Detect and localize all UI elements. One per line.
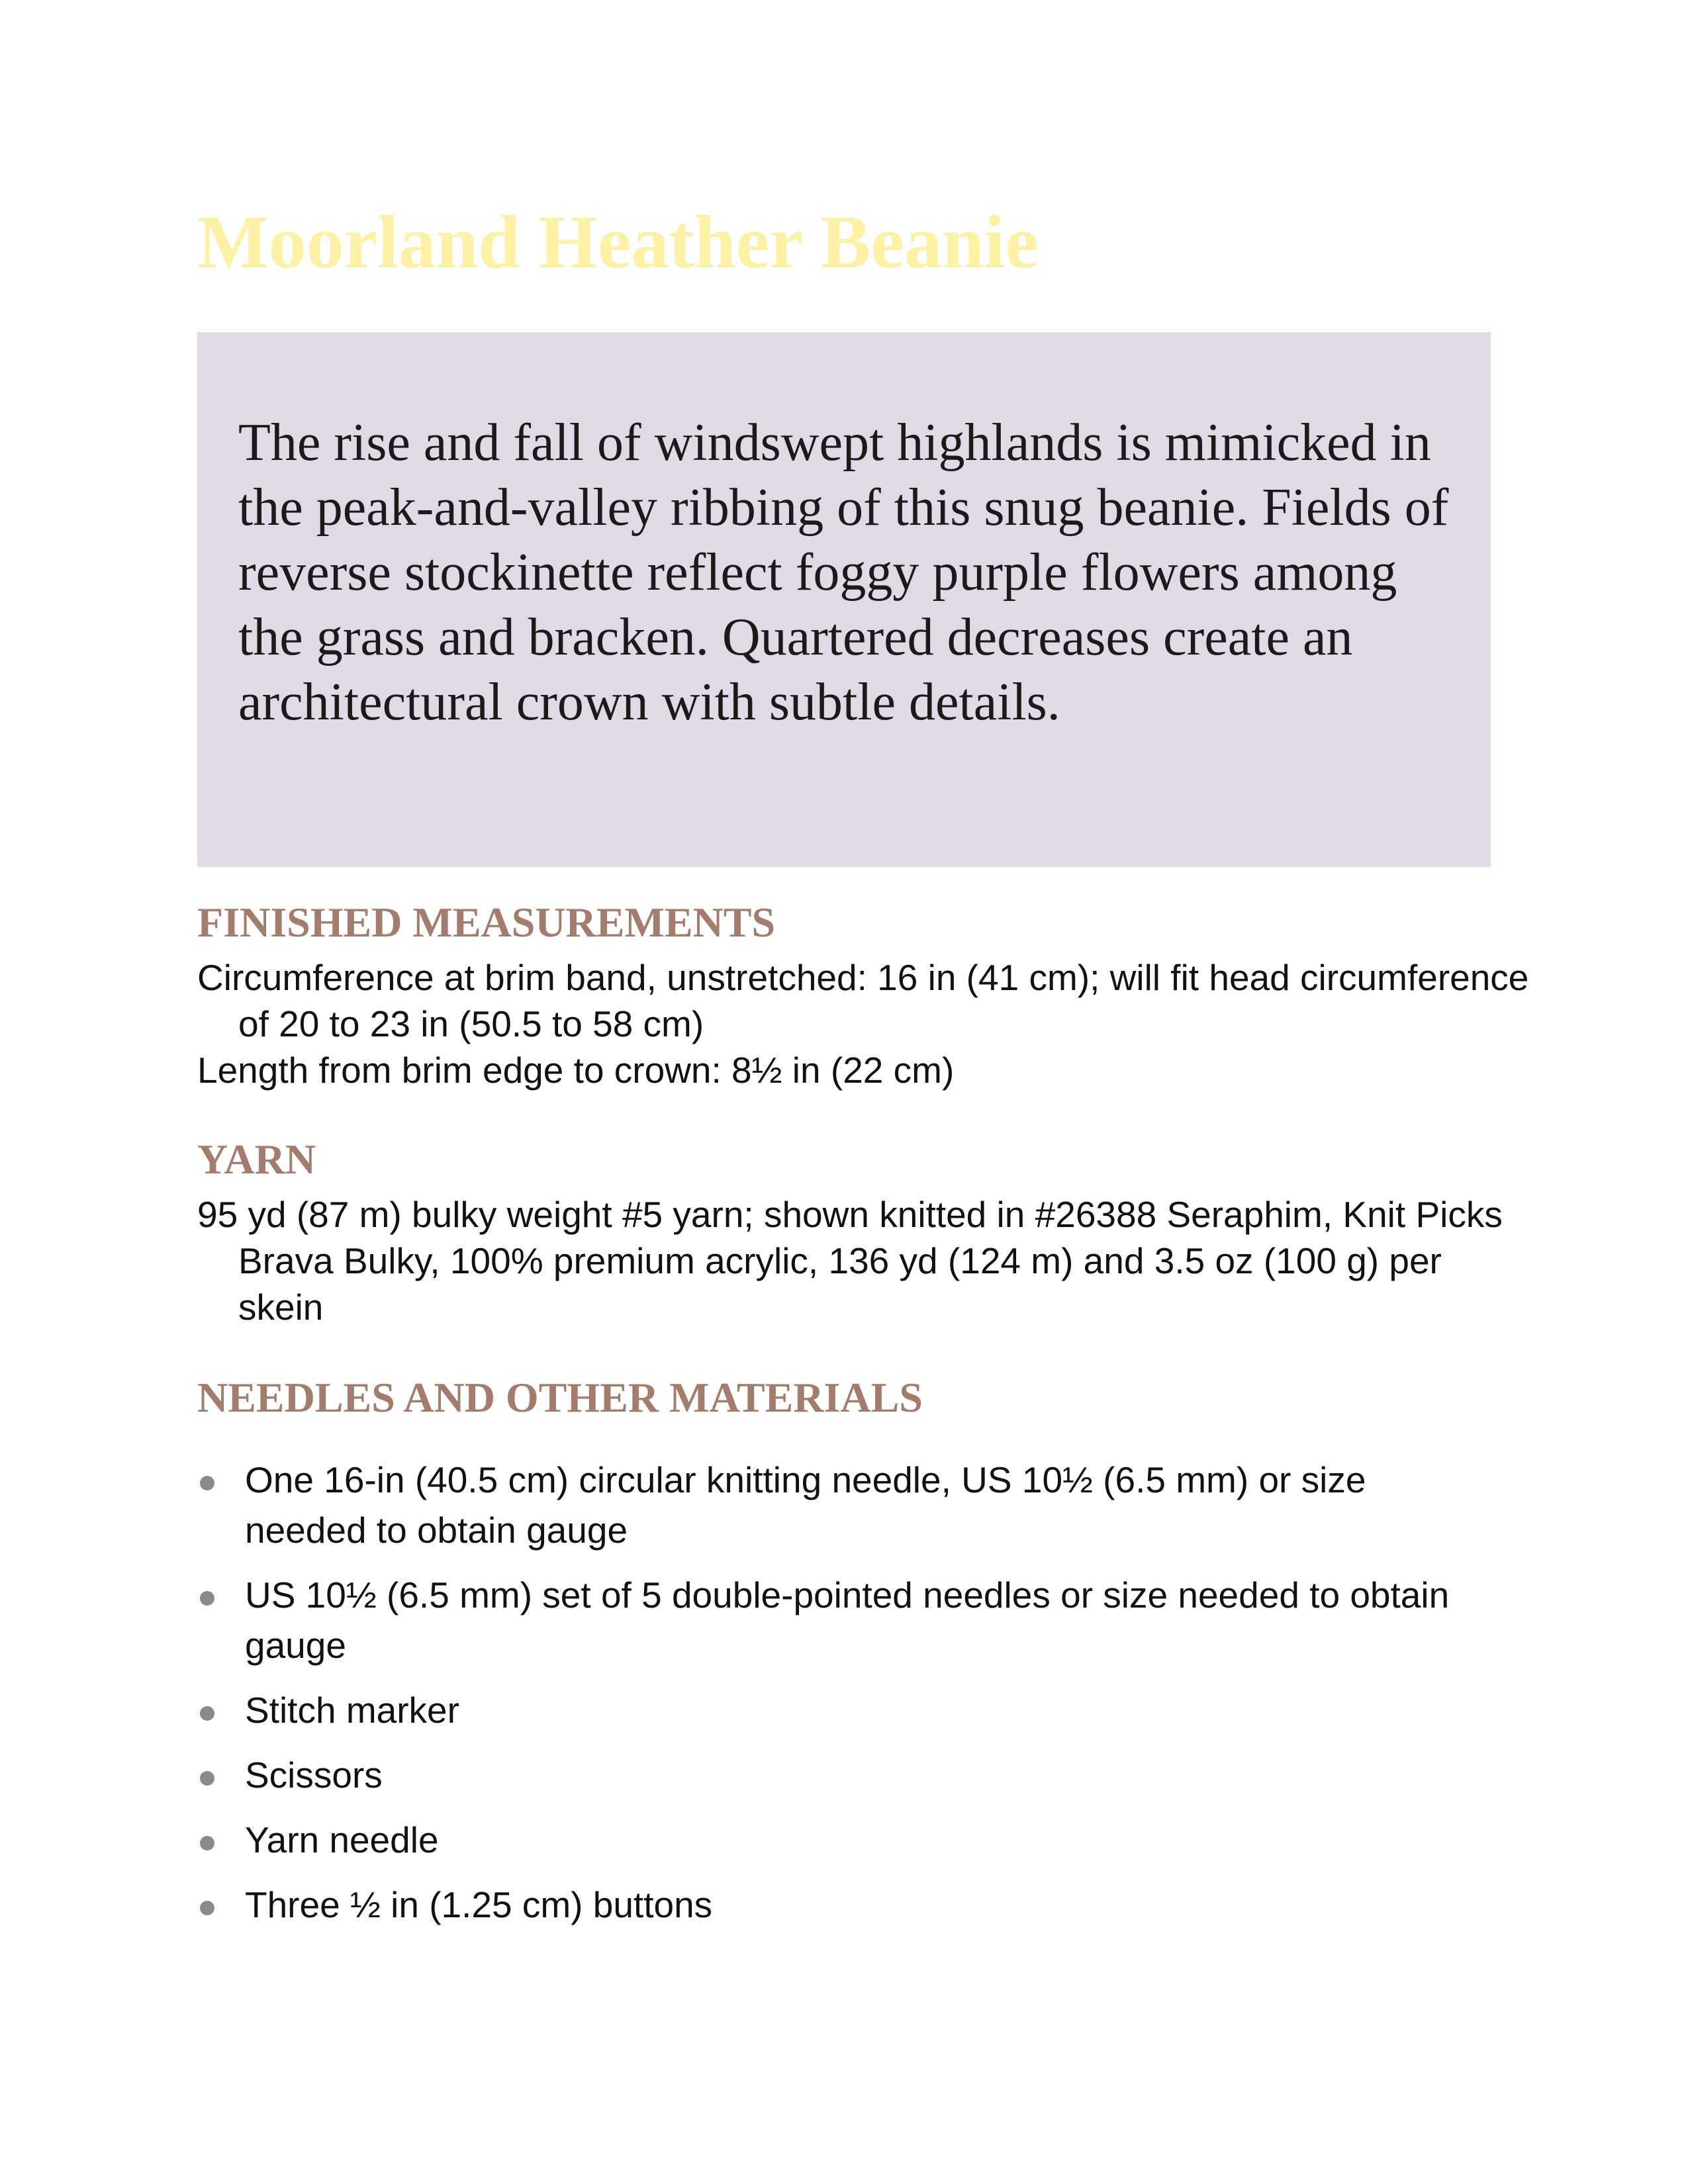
list-item [197, 1750, 1495, 1800]
list-item-text: Yarn needle [245, 1819, 439, 1860]
pattern-title: Moorland Heather Beanie [197, 200, 1039, 284]
intro-box [197, 332, 1491, 867]
list-item [197, 1815, 1495, 1865]
list-item-text: Stitch marker [245, 1690, 459, 1731]
list-item [197, 1570, 1495, 1670]
length-text: Length from brim edge to crown: 8½ in (22 cm) [197, 1050, 955, 1091]
bullet-icon [200, 1836, 214, 1850]
list-item [197, 1880, 1495, 1930]
finished-measurements-heading: FINISHED MEASUREMENTS [197, 899, 776, 946]
materials-heading: NEEDLES AND OTHER MATERIALS [197, 1374, 923, 1421]
bullet-icon [200, 1591, 214, 1606]
circumference-text: Circumference at brim band, unstretched: 16 in (41 cm); will fit head circumference of 20 to 23 in (50.5 to 58 cm) [197, 957, 1529, 1044]
yarn-heading: YARN [197, 1136, 316, 1183]
bullet-icon [200, 1476, 214, 1490]
list-item-text: One 16-in (40.5 cm) circular knitting needle, US 10½ (6.5 mm) or size needed to obtain gauge [245, 1459, 1366, 1551]
list-item [197, 1455, 1495, 1555]
bullet-icon [200, 1706, 214, 1721]
materials-list [197, 1455, 1495, 1944]
bullet-icon [200, 1901, 214, 1915]
yarn-text: 95 yd (87 m) bulky weight #5 yarn; shown knitted in #26388 Seraphim, Knit Picks Brava Bulky, 100% premium acrylic, 136 yd (124 m) and 3.5 oz (100 g) per skein [197, 1194, 1503, 1328]
list-item-text: Three ½ in (1.25 cm) buttons [245, 1884, 713, 1925]
list-item [197, 1685, 1495, 1735]
intro-text: The rise and fall of windswept highlands is mimicked in the peak-and-valley ribbing of this snug beanie. Fields of reverse stockinette reflect foggy purple flowers among the grass and bracken. Quartered decreases create an architectural crown with subtle details. [238, 414, 1449, 731]
bullet-icon [200, 1771, 214, 1786]
list-item-text: Scissors [245, 1754, 383, 1796]
list-item-text: US 10½ (6.5 mm) set of 5 double-pointed needles or size needed to obtain gauge [245, 1574, 1450, 1666]
